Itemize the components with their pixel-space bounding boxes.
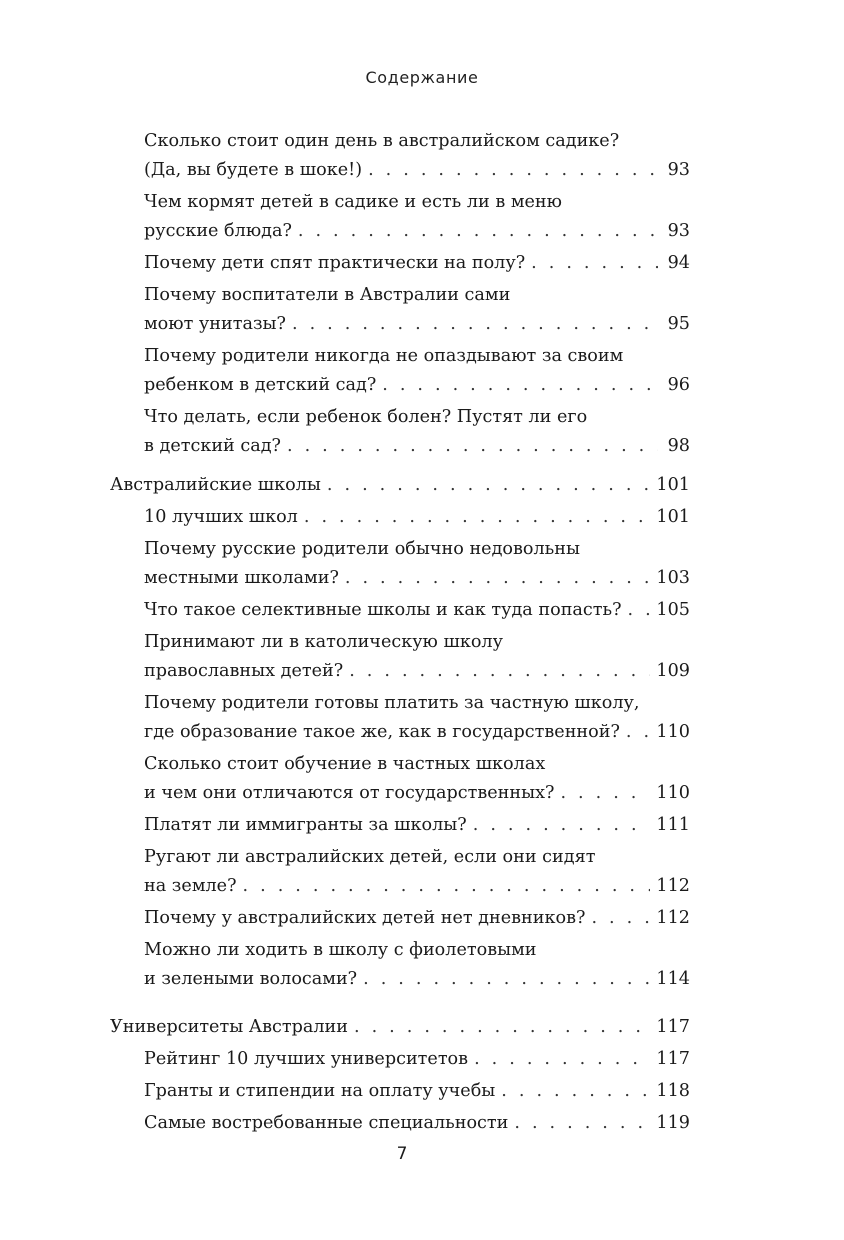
dot-leader (514, 1109, 650, 1138)
toc-entry (110, 281, 690, 339)
toc-entry-title-line: Принимают ли в католическую школу (144, 632, 503, 652)
toc-entry (110, 1077, 690, 1106)
toc-page-number: 110 (656, 722, 690, 742)
toc-page-number: 103 (656, 568, 690, 588)
toc-entry (110, 750, 690, 808)
toc-entry-last-line (144, 718, 690, 747)
toc-entry-title-line: (Да, вы будете в шоке!) (144, 160, 363, 180)
toc-entry-last-line (144, 310, 690, 339)
toc-page-number: 109 (656, 661, 690, 681)
dot-leader (354, 1013, 650, 1042)
toc-page-number: 119 (656, 1113, 690, 1133)
toc-entry-title-line: Что такое селективные школы и как туда попасть? (144, 600, 622, 620)
toc-entry-last-line (110, 1013, 690, 1042)
toc-entry-last-line (144, 811, 690, 840)
toc-entry (110, 1109, 690, 1138)
dot-leader (591, 904, 650, 933)
toc-section-entry (110, 471, 690, 500)
toc-page-number: 105 (656, 600, 690, 620)
dot-leader (368, 156, 658, 185)
toc-page-number: 93 (667, 221, 690, 241)
toc-entry-title-line: Почему дети спят практически на полу? (144, 253, 526, 273)
toc-entry-title-line: русские блюда? (144, 221, 292, 241)
toc-entry-last-line (144, 904, 690, 933)
dot-leader (243, 872, 651, 901)
toc-page-number: 98 (667, 436, 690, 456)
toc-entry-title-line: Рейтинг 10 лучших университетов (144, 1049, 469, 1069)
toc-page-number: 114 (656, 969, 690, 989)
dot-leader (560, 779, 650, 808)
toc-page-number: 110 (656, 783, 690, 803)
toc-entry-last-line (144, 156, 690, 185)
toc-entry (110, 628, 690, 686)
toc-entry-last-line (144, 596, 690, 625)
dot-leader (298, 217, 658, 246)
toc-entry-title-line: 10 лучших школ (144, 507, 298, 527)
toc-entry-title-line: Почему русские родители обычно недовольны (144, 539, 580, 559)
toc-entry (110, 127, 690, 185)
toc-page-number: 95 (667, 314, 690, 334)
toc-entry-last-line (144, 564, 690, 593)
toc-entry-title-line: Чем кормят детей в садике и есть ли в меню (144, 192, 562, 212)
toc-page-number: 112 (656, 908, 690, 928)
dot-leader (292, 310, 658, 339)
toc-entry-last-line (144, 503, 690, 532)
toc-entry (110, 596, 690, 625)
toc-entry-last-line (144, 1045, 690, 1074)
dot-leader (345, 564, 651, 593)
toc-entry-title-line: Почему родители готовы платить за частную школу, (144, 693, 640, 713)
toc-entry-title-line: православных детей? (144, 661, 344, 681)
toc-entry-title-line: и зелеными волосами? (144, 969, 358, 989)
toc-entry-last-line (144, 217, 690, 246)
toc-entry-title-line: в детский сад? (144, 436, 281, 456)
toc-entry-title-line: Почему у австралийских детей нет дневников? (144, 908, 586, 928)
toc-section-entry (110, 1013, 690, 1042)
dot-leader (473, 811, 651, 840)
dot-leader (287, 432, 658, 461)
toc-entry-title-line: где образование такое же, как в государственной? (144, 722, 620, 742)
toc-entry-last-line (144, 657, 690, 686)
toc-entry-last-line (144, 1077, 690, 1106)
toc-entry-last-line (144, 371, 690, 400)
running-header: Содержание (365, 68, 479, 87)
toc-entry (110, 1045, 690, 1074)
toc-page-number: 101 (656, 507, 690, 527)
toc-entry-title-line: на земле? (144, 876, 237, 896)
toc-entry-last-line (144, 1109, 690, 1138)
dot-leader (304, 503, 651, 532)
toc-entry-title-line: Можно ли ходить в школу с фиолетовыми (144, 940, 537, 960)
toc-entry (110, 904, 690, 933)
toc-entry (110, 689, 690, 747)
dot-leader (531, 249, 658, 278)
toc-entry-last-line (144, 432, 690, 461)
toc-entry (110, 936, 690, 994)
toc-page-number: 118 (656, 1081, 690, 1101)
dot-leader (501, 1077, 650, 1106)
toc-entry (110, 342, 690, 400)
toc-entry-title-line: Сколько стоит один день в австралийском садике? (144, 131, 620, 151)
dot-leader (628, 596, 651, 625)
toc-page-number: 96 (667, 375, 690, 395)
page-number: 7 (396, 1144, 408, 1164)
toc-entry (110, 843, 690, 901)
toc-entry-title-line: Университеты Австралии (110, 1017, 348, 1037)
toc-page-number: 117 (656, 1049, 690, 1069)
toc-entry-last-line (144, 872, 690, 901)
toc-entry (110, 188, 690, 246)
toc-entry-last-line (144, 779, 690, 808)
toc-entry-title-line: Гранты и стипендии на оплату учебы (144, 1081, 496, 1101)
toc-entry-title-line: Почему воспитатели в Австралии сами (144, 285, 511, 305)
toc-entry (110, 249, 690, 278)
dot-leader (626, 718, 650, 747)
toc-entry-title-line: Почему родители никогда не опаздывают за своим (144, 346, 624, 366)
toc-entry-title-line: местными школами? (144, 568, 339, 588)
toc-entry-title-line: Сколько стоит обучение в частных школах (144, 754, 546, 774)
toc-page-number: 101 (656, 475, 690, 495)
toc-entry-title-line: Платят ли иммигранты за школы? (144, 815, 467, 835)
dot-leader (363, 965, 650, 994)
toc-entry (110, 535, 690, 593)
toc-entry (110, 811, 690, 840)
toc-page-number: 93 (667, 160, 690, 180)
toc-entry-last-line (144, 249, 690, 278)
toc-entry-last-line (144, 965, 690, 994)
toc-page-number: 112 (656, 876, 690, 896)
dot-leader (349, 657, 650, 686)
toc-entry-title-line: Самые востребованные специальности (144, 1113, 509, 1133)
toc-entry-last-line (110, 471, 690, 500)
toc-entry-title-line: Ругают ли австралийских детей, если они сидят (144, 847, 596, 867)
table-of-contents (110, 127, 690, 1138)
dot-leader (382, 371, 658, 400)
toc-entry-title-line: моют унитазы? (144, 314, 286, 334)
toc-entry-title-line: ребенком в детский сад? (144, 375, 377, 395)
toc-page-number: 94 (667, 253, 690, 273)
toc-entry-title-line: и чем они отличаются от государственных? (144, 783, 555, 803)
dot-leader (474, 1045, 650, 1074)
toc-entry-title-line: Что делать, если ребенок болен? Пустят ли его (144, 407, 588, 427)
toc-entry (110, 403, 690, 461)
toc-page-number: 111 (656, 815, 690, 835)
dot-leader (327, 471, 651, 500)
toc-page-number: 117 (656, 1017, 690, 1037)
toc-entry (110, 503, 690, 532)
toc-entry-title-line: Австралийские школы (110, 475, 321, 495)
